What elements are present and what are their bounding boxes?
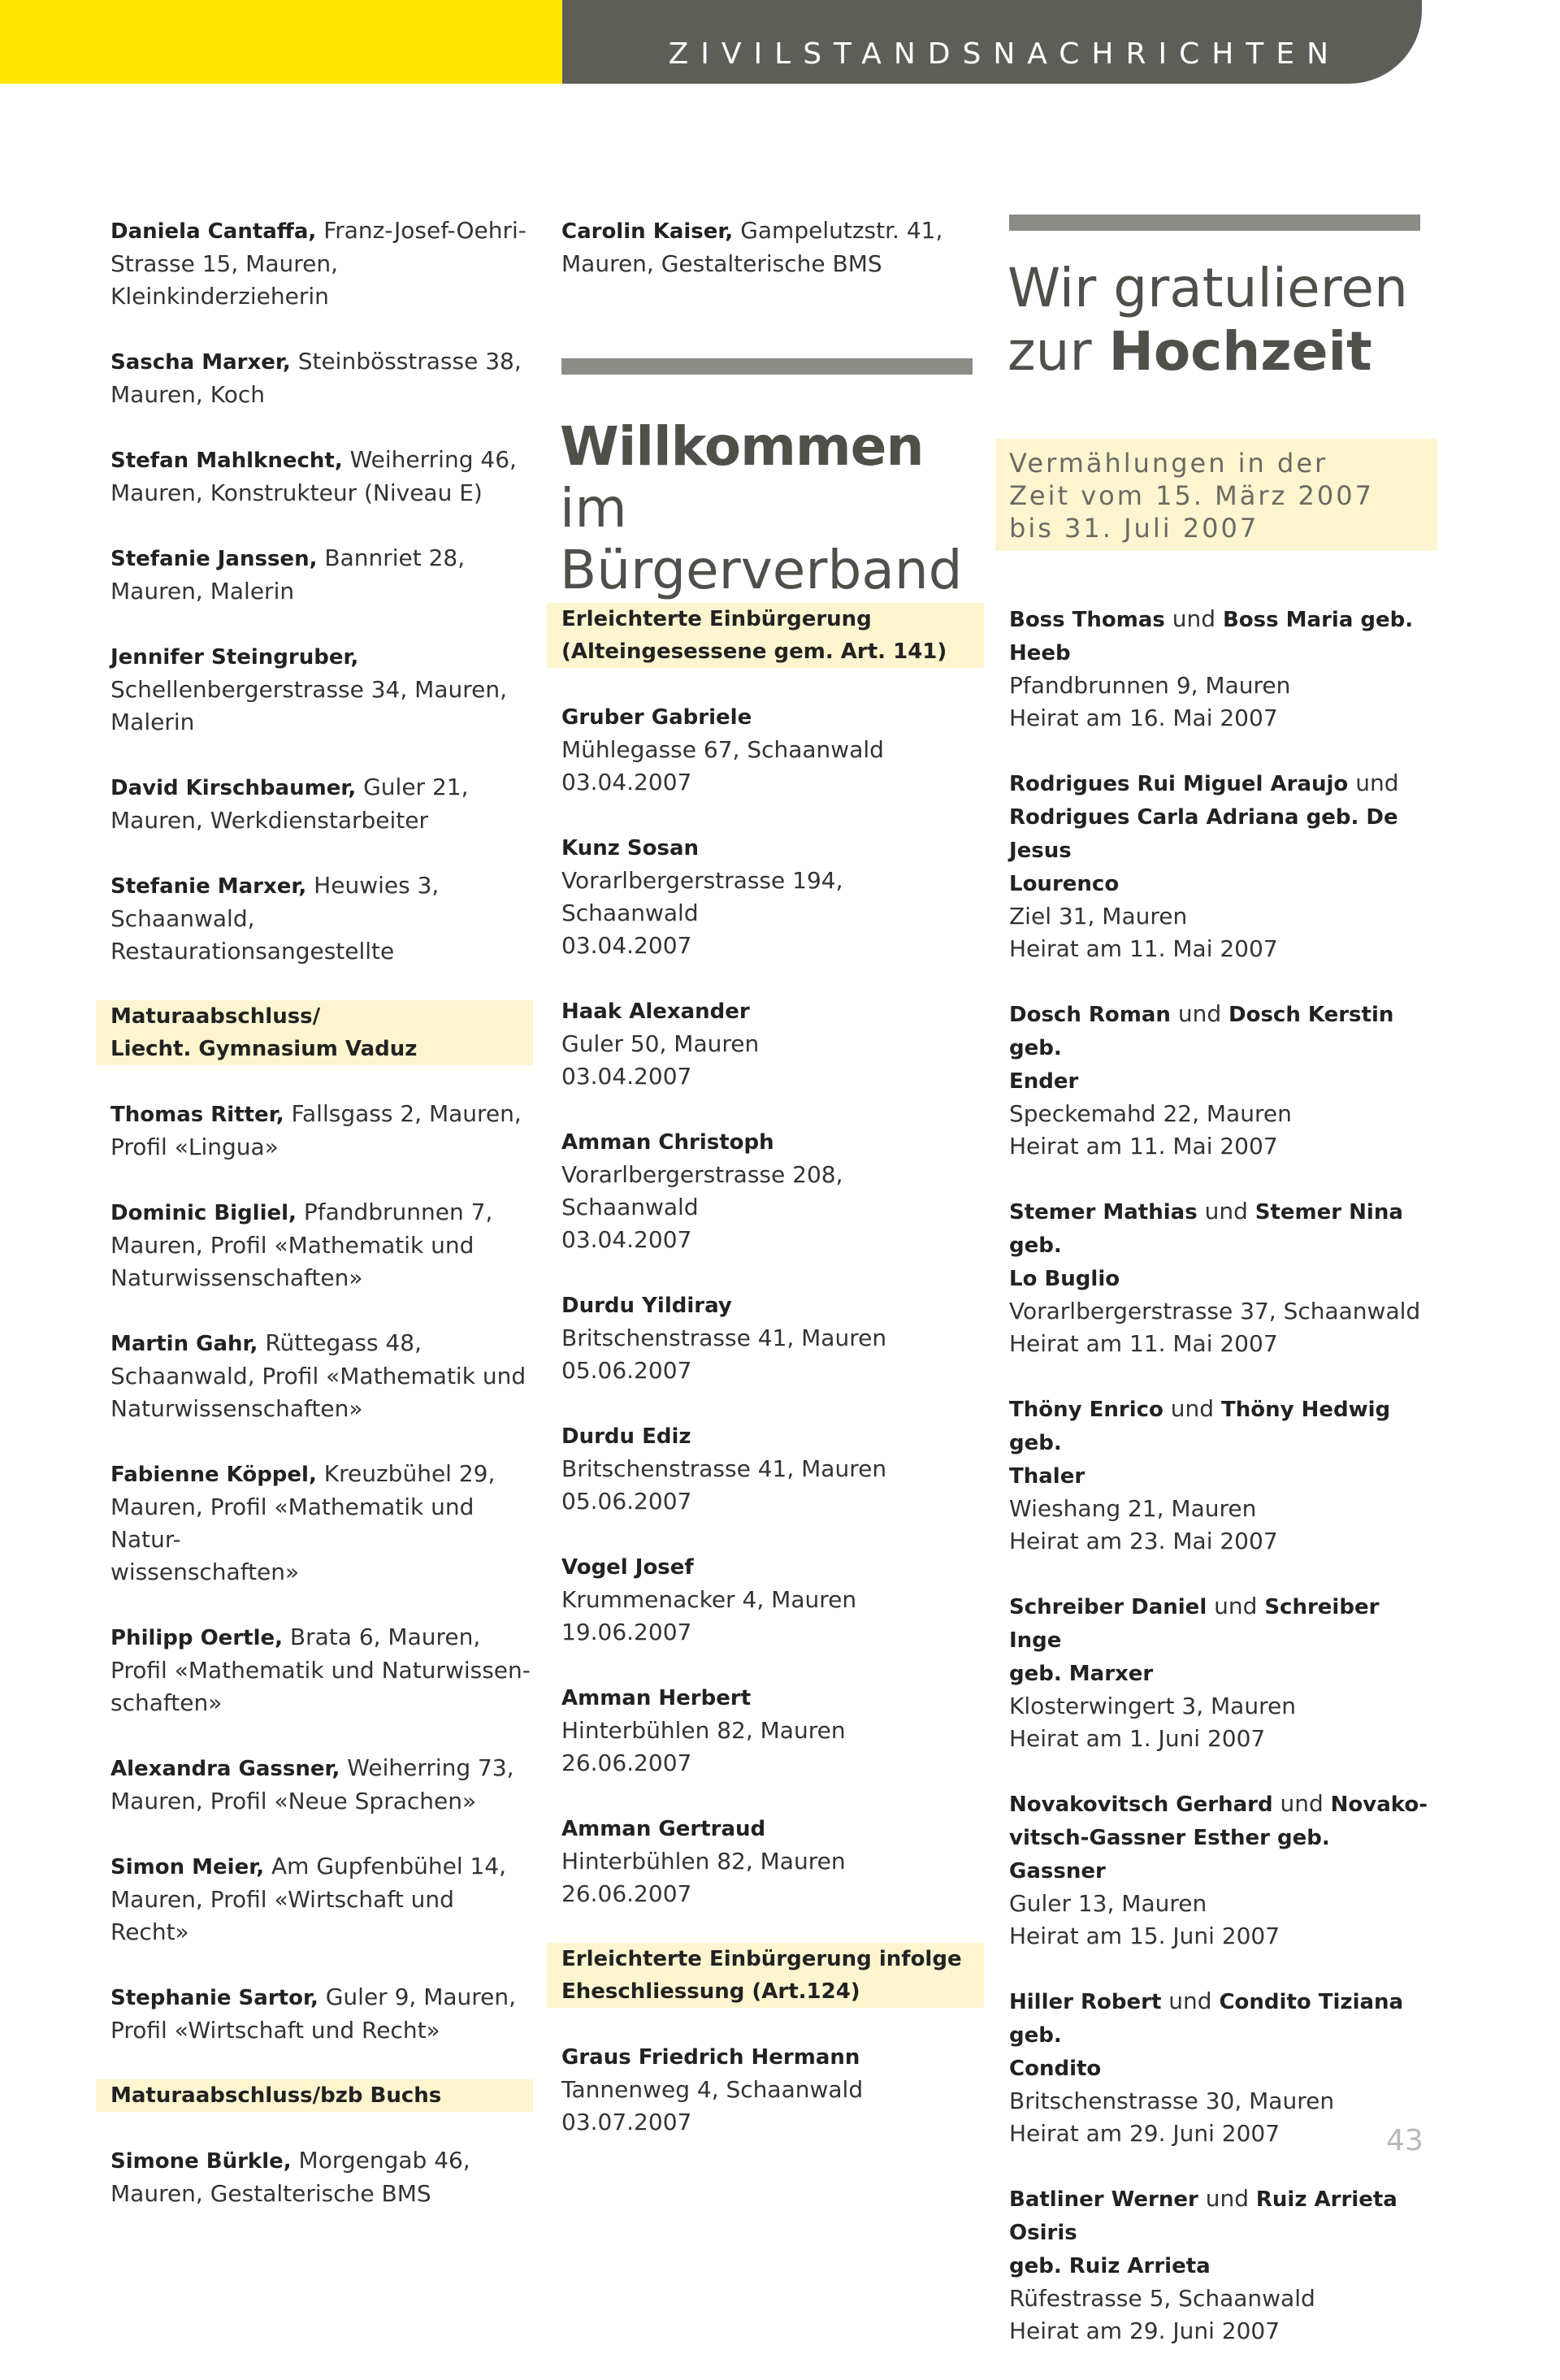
list-item: [561, 1550, 984, 1649]
entry-text: und: [1164, 605, 1223, 632]
entry-text: 05.06.2007: [561, 1488, 692, 1515]
entry-text: und: [1161, 1988, 1220, 2014]
entry-first-line: [561, 1550, 984, 1584]
entry-name: Philipp Oertle,: [110, 1626, 283, 1650]
entry-text: Guler 21,: [356, 774, 469, 800]
list-item: [110, 640, 533, 739]
list-item: [110, 1327, 533, 1425]
entry-text: Vorarlbergerstrasse 37, Schaanwald: [1009, 1298, 1421, 1324]
entry-name: Dosch Kerstin geb.: [1009, 1003, 1394, 1060]
entry-text: Heirat am 16. Mai 2007: [1009, 704, 1278, 731]
entry-text: und: [1272, 1790, 1331, 1817]
entry-text: Weiherring 73,: [340, 1754, 514, 1781]
entry-text: Rüttegass 48,: [258, 1329, 422, 1356]
entry-name: Jennifer Steingruber,: [110, 645, 359, 670]
entry-text: Kreuzbühel 29,: [316, 1460, 496, 1487]
entry-text: Weiherring 46,: [342, 446, 517, 473]
section-label: Eheschliessung (Art.124): [561, 1979, 860, 2004]
entry-text: Heirat am 29. Juni 2007: [1009, 2120, 1280, 2147]
entry-text: Naturwissenschaften»: [110, 1264, 363, 1291]
entry-first-line: [110, 1850, 533, 1884]
entry-text: Profil «Lingua»: [110, 1134, 279, 1160]
entry-text: Schellenbergerstrasse 34, Mauren,: [110, 676, 508, 703]
entry-name: Gruber Gabriele: [561, 705, 752, 730]
entry-text: Heirat am 23. Mai 2007: [1009, 1528, 1278, 1554]
entry-text: Heirat am 11. Mai 2007: [1009, 935, 1278, 962]
entry-text: Franz-Josef-Oehri-: [316, 217, 526, 244]
entry-text: Britschenstrasse 30, Mauren: [1009, 2087, 1335, 2114]
section-label: (Alteingesessene gem. Art. 141): [561, 639, 947, 664]
entry-text: Strasse 15, Mauren, Kleinkinderzieherin: [110, 250, 338, 310]
entry-heading: [1009, 1195, 1432, 1262]
entry-text: und: [1198, 2185, 1256, 2212]
entry-text: 03.04.2007: [561, 932, 692, 959]
list-item: [110, 869, 533, 968]
section-label-box: [547, 603, 984, 668]
entry-text: Vorarlbergerstrasse 194, Schaanwald: [561, 867, 843, 926]
entry-name: Lo Buglio: [1009, 1267, 1120, 1291]
section-label-box: [547, 1943, 984, 2008]
list-item: [110, 345, 533, 411]
entry-text: Naturwissenschaften»: [110, 1395, 363, 1422]
entry-text: 26.06.2007: [561, 1880, 692, 1907]
entry-name: Dosch Roman: [1009, 1003, 1171, 1027]
entry-text: Speckemahd 22, Mauren: [1009, 1100, 1292, 1127]
entry-text: Mauren, Profil «Mathematik und Natur-: [110, 1493, 474, 1553]
entry-heading: [1009, 1064, 1432, 1098]
list-item: [561, 1812, 984, 1910]
entry-text: Mauren, Werkdienstarbeiter: [110, 807, 428, 834]
column-middle-top: [561, 215, 984, 313]
entry-text: 03.04.2007: [561, 1063, 692, 1090]
list-item: [561, 2040, 984, 2139]
entry-name: geb. Marxer: [1009, 1662, 1154, 1686]
entry-text: Guler 13, Mauren: [1009, 1890, 1207, 1917]
entry-name: Thaler: [1009, 1464, 1086, 1489]
list-item: [561, 1125, 984, 1256]
list-item: [110, 1850, 533, 1949]
entry-first-line: [110, 1098, 533, 1131]
entry-name: Schreiber Inge: [1009, 1595, 1380, 1653]
entry-text: Morgengab 46,: [291, 2147, 470, 2174]
entry-name: Stefan Mahlknecht,: [110, 449, 343, 473]
entry-first-line: [561, 2040, 984, 2074]
section-label: Liecht. Gymnasium Vaduz: [110, 1037, 418, 1061]
entry-text: Heirat am 29. Juni 2007: [1009, 2317, 1280, 2344]
entry-text: Guler 9, Mauren,: [318, 1983, 517, 2010]
column-right: [1009, 603, 1432, 2380]
entry-name: Alexandra Gassner,: [110, 1757, 340, 1781]
entry-name: Amman Herbert: [561, 1686, 752, 1710]
entry-first-line: [110, 444, 533, 477]
entry-heading: [1009, 1985, 1432, 2052]
entry-heading: [1009, 998, 1432, 1064]
entry-name: Stephanie Sartor,: [110, 1986, 318, 2010]
list-item: [110, 215, 533, 313]
list-item: [1009, 998, 1432, 1163]
entry-heading: [1009, 1262, 1432, 1295]
list-item: [1009, 1195, 1432, 1360]
entry-text: Mauren, Profil «Neue Sprachen»: [110, 1788, 477, 1814]
section-label: Erleichterte Einbürgerung: [561, 607, 872, 631]
entry-text: 05.06.2007: [561, 1357, 692, 1384]
entry-text: 03.04.2007: [561, 769, 692, 796]
list-item: [110, 771, 533, 837]
entry-first-line: [110, 2144, 533, 2178]
entry-text: Heirat am 1. Juni 2007: [1009, 1725, 1266, 1752]
entry-first-line: [110, 1981, 533, 2014]
entry-name: Batliner Werner: [1009, 2187, 1198, 2212]
welcome-heading: Willkommen im Bürgerverband: [560, 415, 963, 601]
entry-heading: [1009, 2249, 1432, 2282]
list-item: [110, 444, 533, 509]
list-item: [110, 2144, 533, 2210]
entry-name: Novako-: [1330, 1793, 1428, 1817]
entry-heading: [1009, 1657, 1432, 1690]
entry-text: Britschenstrasse 41, Mauren: [561, 1455, 887, 1482]
entry-heading: [1009, 767, 1432, 800]
entry-text: und: [1207, 1593, 1265, 1619]
entry-name: Rodrigues Rui Miguel Araujo: [1009, 772, 1349, 796]
entry-name: Simon Meier,: [110, 1855, 265, 1879]
list-item: [1009, 603, 1432, 735]
entry-heading: [1009, 2183, 1432, 2249]
entry-first-line: [110, 1196, 533, 1229]
list-item: [561, 831, 984, 962]
congrats-heading: Wir gratulieren zur Hochzeit: [1008, 257, 1408, 383]
entry-text: Schaanwald, Restaurationsangestellte: [110, 905, 395, 965]
entry-name: Amman Christoph: [561, 1130, 774, 1155]
entry-first-line: [561, 831, 984, 865]
entry-first-line: [110, 1752, 533, 1785]
entry-first-line: [561, 1812, 984, 1845]
entry-name: Sascha Marxer,: [110, 350, 291, 375]
section-label-box: [96, 1000, 533, 1065]
entry-name: Thomas Ritter,: [110, 1103, 284, 1127]
entry-text: Vorarlbergerstrasse 208, Schaanwald: [561, 1161, 843, 1220]
entry-first-line: [110, 1458, 533, 1491]
entry-first-line: [110, 771, 533, 804]
entry-name: Vogel Josef: [561, 1555, 694, 1580]
entry-name: Heeb: [1009, 641, 1071, 665]
entry-text: und: [1197, 1198, 1255, 1225]
entry-text: Wieshang 21, Mauren: [1009, 1495, 1257, 1522]
list-item: [561, 995, 984, 1093]
entry-first-line: [561, 1125, 984, 1159]
entry-first-line: [110, 1327, 533, 1360]
entry-text: und: [1348, 769, 1399, 796]
entry-text: schaften»: [110, 1689, 223, 1716]
entry-first-line: [110, 215, 533, 248]
entry-name: Durdu Yildiray: [561, 1294, 732, 1318]
entry-text: 19.06.2007: [561, 1619, 692, 1645]
divider-rule: [561, 358, 973, 375]
entry-name: David Kirschbaumer,: [110, 776, 357, 800]
entry-text: Guler 50, Mauren: [561, 1030, 760, 1057]
header-accent-bar: [0, 0, 562, 84]
entry-text: Pfandbrunnen 9, Mauren: [1009, 672, 1291, 699]
list-item: [1009, 1985, 1432, 2150]
entry-text: Steinbösstrasse 38,: [290, 348, 522, 375]
entry-text: und: [1163, 1395, 1221, 1422]
entry-first-line: [561, 995, 984, 1028]
entry-text: Am Gupfenbühel 14,: [264, 1853, 507, 1879]
entry-name: Condito Tiziana geb.: [1009, 1990, 1404, 2048]
list-item: [561, 215, 984, 280]
list-item: [1009, 1788, 1432, 1953]
entry-first-line: [561, 1289, 984, 1322]
entry-text: 03.04.2007: [561, 1226, 692, 1253]
entry-name: Martin Gahr,: [110, 1332, 258, 1356]
entry-heading: [1009, 800, 1432, 867]
entry-name: Dominic Bigliel,: [110, 1201, 297, 1225]
entry-name: Stemer Mathias: [1009, 1200, 1198, 1225]
entry-text: Mauren, Malerin: [110, 578, 295, 605]
entry-text: und: [1170, 1000, 1229, 1027]
list-item: [561, 1420, 984, 1518]
entry-first-line: [110, 640, 533, 674]
entry-name: Condito: [1009, 2057, 1102, 2081]
list-item: [110, 1621, 533, 1719]
divider-rule: [1009, 215, 1420, 231]
entry-text: Mauren, Profil «Wirtschaft und Recht»: [110, 1886, 454, 1945]
entry-text: 03.07.2007: [561, 2109, 692, 2135]
entry-name: Boss Thomas: [1009, 608, 1165, 632]
list-item: [1009, 1393, 1432, 1558]
entry-name: Graus Friedrich Hermann: [561, 2045, 860, 2070]
list-item: [561, 1289, 984, 1387]
entry-text: Brata 6, Mauren,: [283, 1624, 481, 1650]
entry-name: Boss Maria geb.: [1222, 608, 1414, 632]
entry-text: Pfandbrunnen 7,: [296, 1199, 493, 1225]
entry-text: Mauren, Gestalterische BMS: [110, 2180, 431, 2207]
entry-heading: [1009, 2052, 1432, 2085]
entry-first-line: [110, 542, 533, 575]
entry-text: Heirat am 11. Mai 2007: [1009, 1330, 1278, 1357]
entry-heading: [1009, 1821, 1432, 1888]
list-item: [110, 1981, 533, 2047]
entry-text: Tannenweg 4, Schaanwald: [561, 2076, 864, 2103]
entry-text: Profil «Wirtschaft und Recht»: [110, 2017, 440, 2044]
entry-text: Mauren, Koch: [110, 381, 265, 408]
entry-heading: [1009, 1788, 1432, 1821]
entry-name: Haak Alexander: [561, 999, 750, 1024]
list-item: [110, 1752, 533, 1818]
section-label: Maturaabschluss/: [110, 1004, 321, 1029]
entry-text: Hinterbühlen 82, Mauren: [561, 1848, 846, 1875]
list-item: [110, 1098, 533, 1164]
entry-name: Hiller Robert: [1009, 1990, 1162, 2014]
entry-first-line: [561, 1681, 984, 1715]
entry-name: Ruiz Arrieta Osiris: [1009, 2187, 1398, 2245]
entry-name: Rodrigues Carla Adriana geb. De Jesus: [1009, 805, 1398, 863]
period-box: Vermählungen in der Zeit vom 15. März 2007 bis 31. Juli 2007: [995, 439, 1437, 551]
entry-text: Krummenacker 4, Mauren: [561, 1586, 857, 1613]
entry-name: Simone Bürkle,: [110, 2149, 292, 2174]
entry-name: Stemer Nina geb.: [1009, 1200, 1403, 1258]
list-item: [1009, 767, 1432, 965]
list-item: [561, 1681, 984, 1780]
entry-text: Bannriet 28,: [317, 544, 466, 571]
entry-text: Mauren, Konstrukteur (Niveau E): [110, 479, 483, 506]
entry-heading: [1009, 867, 1432, 900]
entry-name: Schreiber Daniel: [1009, 1595, 1207, 1619]
entry-first-line: [110, 1621, 533, 1654]
column-middle: [561, 603, 984, 2171]
entry-text: Heuwies 3,: [306, 872, 440, 899]
entry-heading: [1009, 1459, 1432, 1493]
entry-first-line: [561, 1420, 984, 1453]
entry-text: Mauren, Profil «Mathematik und: [110, 1232, 474, 1259]
list-item: [110, 1196, 533, 1294]
entry-text: Gampelutzstr. 41,: [733, 217, 943, 244]
entry-text: Profil «Mathematik und Naturwissen-: [110, 1657, 531, 1684]
entry-name: Stefanie Janssen,: [110, 547, 318, 571]
entry-first-line: [561, 700, 984, 734]
header-band: [562, 0, 1422, 84]
entry-heading: [1009, 1590, 1432, 1657]
entry-name: Durdu Ediz: [561, 1424, 691, 1449]
section-label-box: [96, 2079, 533, 2112]
entry-text: wissenschaften»: [110, 1558, 300, 1585]
entry-text: Malerin: [110, 709, 195, 735]
list-item: [1009, 1590, 1432, 1755]
entry-text: Mühlegasse 67, Schaanwald: [561, 736, 884, 763]
entry-text: Hinterbühlen 82, Mauren: [561, 1717, 846, 1744]
entry-first-line: [110, 869, 533, 903]
entry-text: Britschenstrasse 41, Mauren: [561, 1324, 887, 1351]
column-left: [110, 215, 533, 2243]
section-label: Erleichterte Einbürgerung infolge: [561, 1947, 962, 1971]
entry-name: Stefanie Marxer,: [110, 874, 307, 899]
entry-name: Daniela Cantaffa,: [110, 219, 317, 244]
entry-heading: [1009, 603, 1432, 636]
entry-name: vitsch-Gassner Esther geb. Gassner: [1009, 1826, 1330, 1884]
entry-name: Thöny Enrico: [1009, 1398, 1164, 1422]
entry-heading: [1009, 1393, 1432, 1459]
list-item: [561, 700, 984, 799]
entry-text: Schaanwald, Profil «Mathematik und: [110, 1363, 526, 1389]
page-number: 43: [1386, 2124, 1424, 2157]
list-item: [110, 542, 533, 608]
entry-first-line: [110, 345, 533, 379]
entry-text: Ziel 31, Mauren: [1009, 903, 1188, 930]
list-item: [110, 1458, 533, 1589]
entry-name: Fabienne Köppel,: [110, 1463, 317, 1487]
section-label: Maturaabschluss/bzb Buchs: [110, 2083, 442, 2108]
entry-heading: [1009, 636, 1432, 670]
entry-name: Amman Gertraud: [561, 1817, 766, 1841]
entry-name: Kunz Sosan: [561, 836, 700, 861]
entry-name: Thöny Hedwig geb.: [1009, 1398, 1391, 1455]
entry-name: Ender: [1009, 1069, 1079, 1094]
list-item: [1009, 2183, 1432, 2347]
entry-text: Heirat am 11. Mai 2007: [1009, 1133, 1278, 1160]
entry-text: Mauren, Gestalterische BMS: [561, 250, 882, 277]
entry-name: Novakovitsch Gerhard: [1009, 1793, 1273, 1817]
entry-name: Carolin Kaiser,: [561, 219, 734, 244]
entry-name: Lourenco: [1009, 872, 1120, 896]
entry-text: Heirat am 15. Juni 2007: [1009, 1923, 1280, 1949]
entry-text: 26.06.2007: [561, 1749, 692, 1776]
section-title: ZIVILSTANDSNACHRICHTEN: [668, 37, 1341, 71]
entry-text: Klosterwingert 3, Mauren: [1009, 1693, 1296, 1719]
entry-name: geb. Ruiz Arrieta: [1009, 2254, 1211, 2278]
entry-text: Fallsgass 2, Mauren,: [284, 1100, 522, 1127]
entry-text: Rüfestrasse 5, Schaanwald: [1009, 2285, 1315, 2312]
